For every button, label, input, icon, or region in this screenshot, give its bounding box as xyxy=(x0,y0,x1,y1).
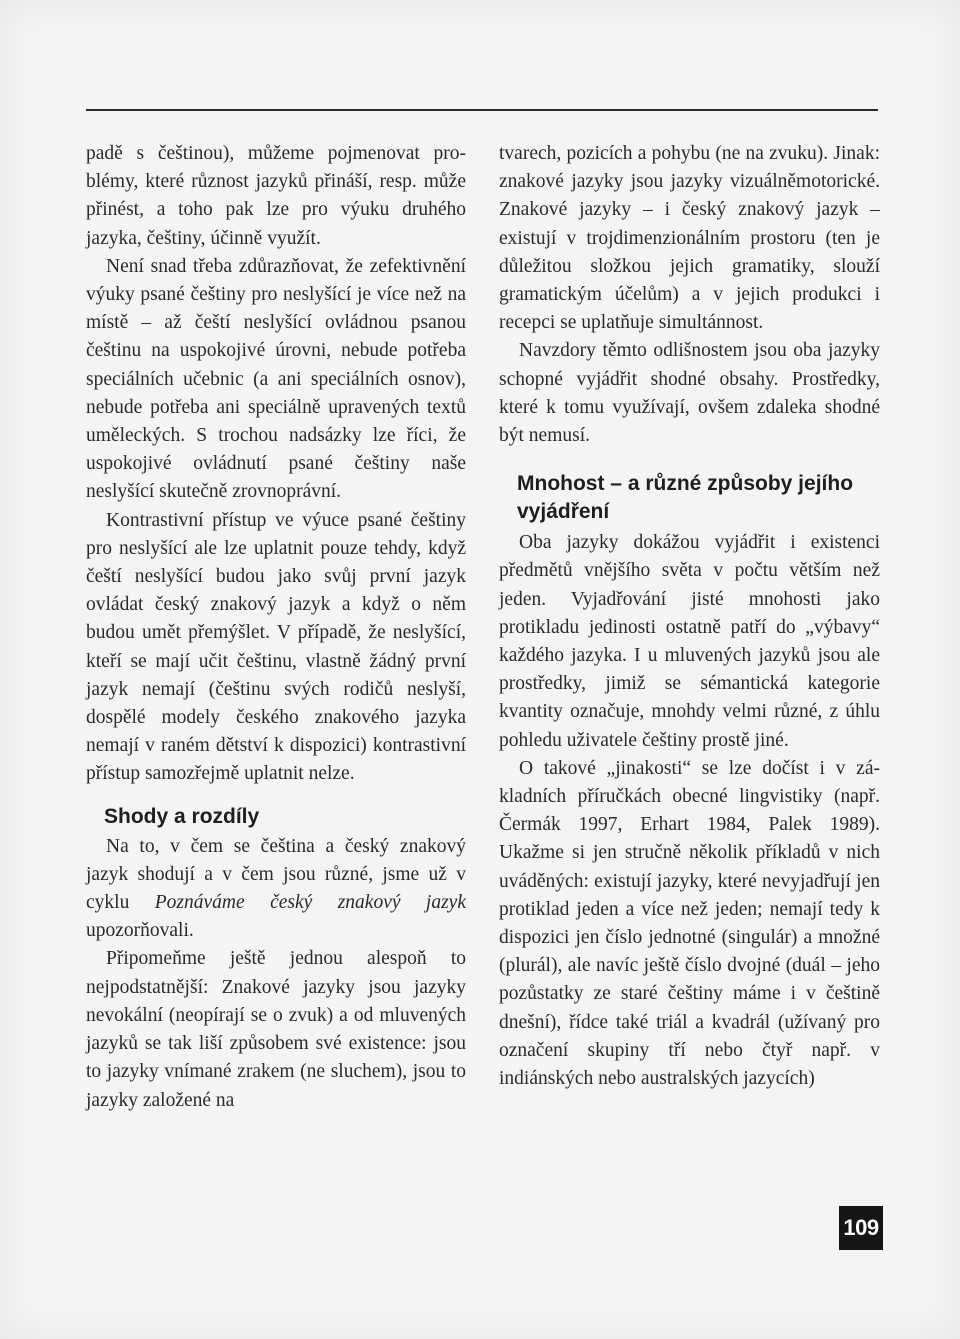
paragraph: Navzdory těmto odlišnostem jsou oba jazyky schopné vyjádřit shodné obsahy. Prostředky, které k tomu využívají, ovšem zdaleka shodné být nemusí. xyxy=(499,340,880,447)
book-series-title: Poznáváme český znakový jazyk xyxy=(154,892,466,914)
paragraph-text: upozorňovali. xyxy=(86,920,194,942)
header-rule xyxy=(86,109,878,111)
section-heading: Mnohost – a různé způsoby jejího vyjádření xyxy=(517,472,854,524)
paragraph: Oba jazyky dokážou vyjádřit i existenci předmětů vnějšího světa v počtu větším než jeden. Vyjadřování jisté mnohosti jako protikladu jedinosti ostatně patří do „výbavy“ každého jazyka. I u mluvených jazyků jsou ale prostředky, jimiž se sémantická kategorie kvantity označuje, mnohdy velmi různé, z úhlu pohledu uživatele češtiny prostě jiné. xyxy=(499,532,880,751)
paragraph: tvarech, pozicích a pohybu (ne na zvuku). Jinak: znakové jazyky jsou jazyky vizuálněmotorické. Znakové jazyky – i český znakový jazyk – existují v trojdimenzionálním prostoru (ten je důležitou složkou jejich gramatiky, slouží gramatickým účelům) a v jejich produkci i recepci se uplatňuje simultánnost. xyxy=(499,143,880,334)
paragraph xyxy=(86,833,466,946)
paragraph: Kontrastivní přístup ve výuce psané češtiny pro neslyšící ale lze uplatnit pouze tehdy, když čeští neslyšící budou jako svůj první jazyk ovládat český znakový jazyk a když o něm budou umět přemýšlet. V případě, že neslyšící, kteří se mají učit češtinu, vlastně žádný první jazyk nemají (češtinu svých rodičů neslyší, dospělé modely českého znakového jazyka nemají v raném dětství k dispozici) kontrastivní přístup samozřejmě uplatnit nelze. xyxy=(86,509,466,785)
left-column xyxy=(86,140,466,1115)
paragraph: O takové „jinakosti“ se lze dočíst i v základních příručkách obecné lingvistiky (např. Čermák 1997, Erhart 1984, Palek 1989). Ukažme si jen stručně několik příkladů v nich uváděných: existují jazyky, které nevyjadřují jen protiklad jeden a více než jeden; nemají tedy k dispozici jen číslo jednotné (singulár) a množné (plurál), ale navíc ještě číslo dvojné (duál – jeho pozůstatky ze staré češtiny máme i v češtině dnešní), řídce také triál a kvadrál (užívaný pro označení skupiny tří nebo čtyř např. v indiánských nebo australských jazycích) xyxy=(499,757,880,1090)
paragraph: Není snad třeba zdůrazňovat, že zefektivnění výuky psané češtiny pro neslyšící je více než na místě – až čeští neslyšící ovládnou psanou češtinu na uspokojivé úrovni, nebude potřeba speciálních učebnic (a ani speciálních osnov), nebude potřeba ani speciálně upravených textů uměleckých. S trochou nadsázky lze říci, že uspokojivé ovládnutí psané češtiny naše neslyšící skutečně zrovnoprávní. xyxy=(86,255,466,503)
paragraph: padě s češtinou), můžeme pojmenovat problémy, které různost jazyků přináší, resp. může přinést, a toho pak lze pro výuku druhého jazyka, češtiny, účinně využít. xyxy=(86,143,466,249)
right-column xyxy=(499,140,880,1093)
page-number: 109 xyxy=(839,1206,883,1250)
paragraph: Připomeňme ještě jednou alespoň to nejpodstatnější: Znakové jazyky jsou jazyky nevokální (neopírají se o zvuk) a od mluvených jazyků se tak liší způsobem své existence: jsou to jazyky vnímané zrakem (ne sluchem), jsou to jazyky založené na xyxy=(86,948,466,1111)
section-heading: Shody a rozdíly xyxy=(104,804,260,828)
paragraph-text: Na to, v čem se čeština a český znakový jazyk shodují a v čem jsou různé, jsme už v cyklu xyxy=(86,835,466,914)
